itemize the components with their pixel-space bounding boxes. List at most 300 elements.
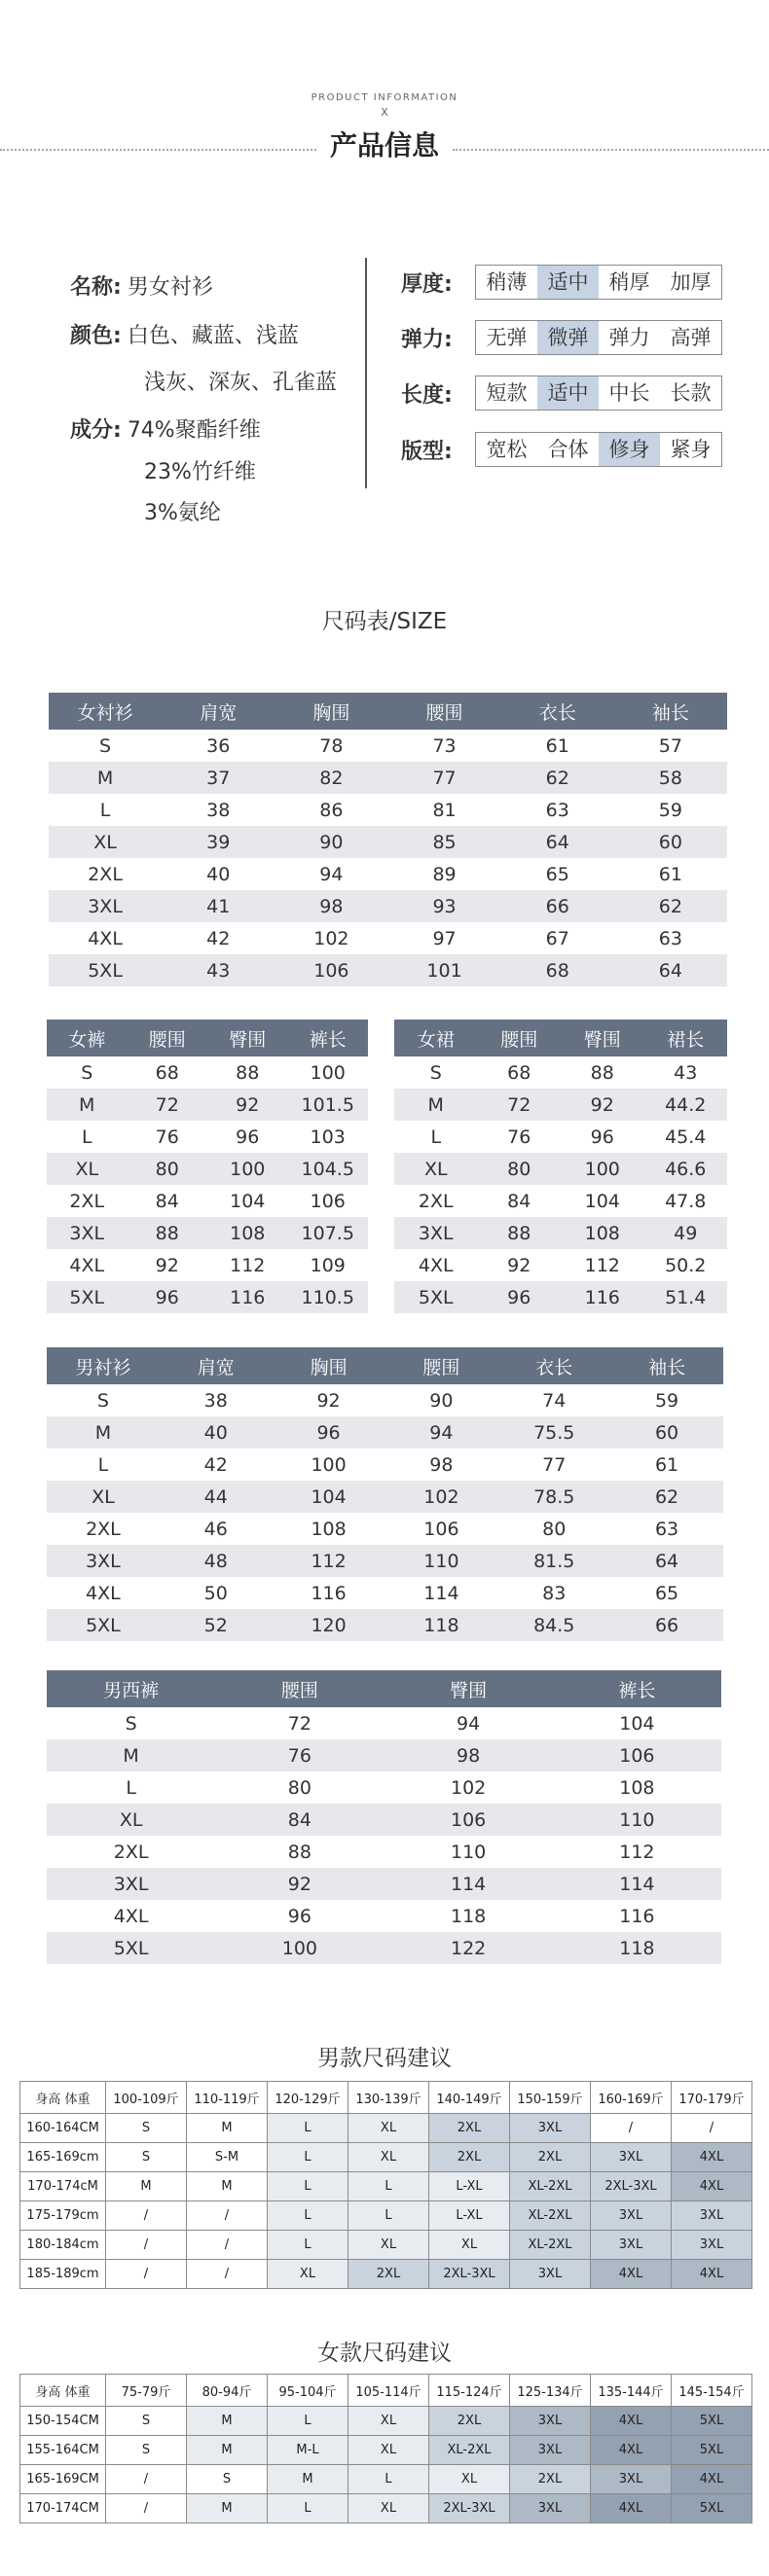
column-header: 衣长	[497, 1347, 610, 1384]
attribute-option-selected: 适中	[537, 376, 599, 410]
table-cell: 116	[207, 1281, 288, 1313]
table-cell: L	[99, 799, 111, 821]
table-cell: 101.5	[288, 1089, 369, 1121]
attribute-option: 中长	[599, 376, 660, 410]
table-cell: 112	[584, 1254, 620, 1276]
table-row	[394, 1249, 727, 1281]
rec-weight-header: 95-104斤	[268, 2375, 348, 2407]
table-cell: 40	[206, 863, 231, 885]
women-rec-table	[19, 2374, 752, 2523]
rec-size-cell: L	[268, 2143, 348, 2172]
table-row	[394, 1056, 727, 1089]
table-cell: 37	[162, 762, 275, 794]
rec-size-cell: 2XL	[510, 2465, 591, 2494]
rec-weight-header: 145-154斤	[672, 2375, 752, 2407]
rec-size-cell: /	[106, 2260, 187, 2289]
table-cell: 65	[545, 863, 569, 885]
table-row	[47, 1217, 368, 1249]
table-cell: 116	[619, 1905, 655, 1927]
table-row	[47, 1609, 723, 1641]
table-cell: 108	[561, 1217, 644, 1249]
rec-row	[20, 2172, 752, 2201]
table-cell: 60	[610, 1416, 723, 1449]
table-cell: 49	[644, 1217, 728, 1249]
info-divider	[365, 258, 367, 488]
table-cell: 83	[542, 1582, 567, 1604]
table-row	[47, 1121, 368, 1153]
rec-height-label: 165-169CM	[20, 2465, 106, 2494]
rec-weight-header: 115-124斤	[429, 2375, 510, 2407]
attribute-option: 宽松	[476, 433, 537, 466]
table-cell: 68	[501, 954, 614, 986]
rec-size-cell: M	[268, 2465, 348, 2494]
table-cell: 88	[478, 1217, 562, 1249]
table-cell: 63	[545, 799, 569, 821]
table-cell: 104.5	[288, 1153, 369, 1185]
rec-size-cell: XL-2XL	[429, 2436, 510, 2465]
rec-size-cell: M	[106, 2172, 187, 2201]
table-cell: 103	[310, 1126, 346, 1148]
table-cell: S	[99, 734, 112, 757]
table-cell: 112	[619, 1841, 655, 1863]
table-cell: 76	[155, 1126, 179, 1148]
table-row	[47, 1449, 723, 1481]
attribute-row	[401, 265, 722, 300]
table-cell: 3XL	[47, 1545, 160, 1577]
table-cell: 73	[432, 734, 457, 757]
table-cell: 110	[450, 1841, 487, 1863]
attribute-options	[475, 320, 722, 355]
table-cell: 59	[654, 1389, 679, 1412]
table-cell: S	[81, 1061, 93, 1084]
rec-size-cell: 3XL	[591, 2231, 672, 2260]
table-cell: 108	[311, 1518, 347, 1540]
table-row	[49, 762, 727, 794]
table-cell: 64	[501, 826, 614, 858]
column-header: 衣长	[501, 693, 614, 730]
attribute-label: 版型:	[401, 439, 453, 464]
rec-weight-header: 170-179斤	[672, 2082, 752, 2114]
rec-weight-header: 125-134斤	[510, 2375, 591, 2407]
rec-size-cell: 4XL	[672, 2172, 752, 2201]
rec-row	[20, 2494, 752, 2523]
attribute-option: 高弹	[660, 321, 721, 354]
table-row	[47, 1545, 723, 1577]
women-shirt-table	[49, 693, 727, 986]
rec-size-cell: 4XL	[591, 2494, 672, 2523]
rec-weight-header: 135-144斤	[591, 2375, 672, 2407]
table-cell: 98	[384, 1739, 553, 1771]
column-header: 臀围	[207, 1020, 288, 1056]
table-cell: 40	[160, 1416, 273, 1449]
table-cell: 74	[542, 1389, 567, 1412]
rec-size-cell: 4XL	[672, 2465, 752, 2494]
table-cell: 64	[614, 954, 727, 986]
rec-size-cell: 4XL	[591, 2260, 672, 2289]
women-pants-table	[47, 1020, 368, 1313]
column-header: 裤长	[553, 1670, 721, 1707]
rec-size-cell: S-M	[187, 2143, 268, 2172]
table-cell: 66	[610, 1609, 723, 1641]
table-cell: 57	[658, 734, 682, 757]
table-cell: 116	[311, 1582, 347, 1604]
table-cell: XL	[47, 1153, 128, 1185]
attribute-option: 短款	[476, 376, 537, 410]
rec-size-cell: XL	[348, 2143, 429, 2172]
rec-size-cell: 3XL	[510, 2260, 591, 2289]
rec-size-cell: XL	[268, 2260, 348, 2289]
rec-weight-header: 75-79斤	[106, 2375, 187, 2407]
table-row	[47, 1416, 723, 1449]
rec-weight-header: 105-114斤	[348, 2375, 429, 2407]
table-cell: 47.8	[665, 1190, 707, 1212]
rec-height-label: 175-179cm	[20, 2201, 106, 2231]
men-rec-title: 男款尺码建议	[317, 2046, 452, 2071]
info-name-row: 名称: 男女衬衫	[70, 275, 213, 300]
rec-row	[20, 2465, 752, 2494]
table-cell: 106	[423, 1518, 459, 1540]
column-header: 肩宽	[160, 1347, 273, 1384]
attribute-option: 紧身	[660, 433, 721, 466]
rec-size-cell: 2XL-3XL	[429, 2260, 510, 2289]
table-cell: 114	[384, 1868, 553, 1900]
table-cell: 41	[162, 890, 275, 922]
rec-row	[20, 2407, 752, 2436]
attribute-options	[475, 265, 722, 300]
rec-size-cell: XL	[429, 2465, 510, 2494]
column-header: 腰围	[215, 1670, 384, 1707]
table-cell: 100	[215, 1932, 384, 1964]
table-cell: 84.5	[497, 1609, 610, 1641]
table-cell: L	[126, 1776, 136, 1799]
rec-weight-header: 110-119斤	[187, 2082, 268, 2114]
rec-header-row	[20, 2375, 752, 2407]
table-cell: 5XL	[47, 1609, 160, 1641]
rec-size-cell: 2XL-3XL	[429, 2494, 510, 2523]
table-cell: 43	[162, 954, 275, 986]
women-rec-title: 女款尺码建议	[317, 2341, 452, 2366]
table-cell: 84	[215, 1804, 384, 1836]
table-cell: 88	[128, 1217, 208, 1249]
table-cell: 61	[545, 734, 569, 757]
attribute-row	[401, 432, 722, 467]
rec-size-cell: XL	[348, 2436, 429, 2465]
table-cell: 75.5	[497, 1416, 610, 1449]
table-cell: M	[47, 1416, 160, 1449]
table-row	[394, 1153, 727, 1185]
attribute-option: 稍厚	[599, 266, 660, 299]
table-cell: 96	[478, 1281, 562, 1313]
table-cell: 98	[429, 1453, 454, 1476]
table-cell: 88	[590, 1061, 614, 1084]
rec-size-cell: 3XL	[510, 2407, 591, 2436]
table-cell: 88	[287, 1841, 311, 1863]
table-row	[49, 922, 727, 954]
table-cell: 118	[553, 1932, 721, 1964]
column-header: 胸围	[275, 693, 387, 730]
table-cell: 2XL	[69, 1190, 105, 1212]
table-cell: 42	[203, 1453, 228, 1476]
table-cell: 38	[203, 1389, 228, 1412]
table-cell: 4XL	[86, 1582, 121, 1604]
rec-size-cell: 2XL	[510, 2143, 591, 2172]
table-row	[394, 1089, 727, 1121]
table-cell: 58	[614, 762, 727, 794]
rec-size-cell: 5XL	[672, 2494, 752, 2523]
table-cell: 50.2	[665, 1254, 707, 1276]
rec-weight-header: 80-94斤	[187, 2375, 268, 2407]
rec-size-cell: /	[106, 2494, 187, 2523]
table-cell: 45.4	[665, 1126, 707, 1148]
table-cell: 90	[429, 1389, 454, 1412]
table-cell: 97	[432, 927, 457, 949]
table-cell: 44.2	[644, 1089, 728, 1121]
table-cell: L	[430, 1126, 442, 1148]
table-cell: 80	[287, 1776, 311, 1799]
rec-size-cell: 5XL	[672, 2436, 752, 2465]
rec-size-cell: L	[268, 2231, 348, 2260]
rec-size-cell: L	[348, 2201, 429, 2231]
table-cell: 78	[319, 734, 344, 757]
table-row	[47, 1707, 721, 1739]
table-row	[394, 1217, 727, 1249]
table-row	[47, 1384, 723, 1416]
table-row	[47, 1089, 368, 1121]
table-cell: 114	[423, 1582, 459, 1604]
rec-size-cell: XL	[348, 2494, 429, 2523]
rec-size-cell: 3XL	[510, 2114, 591, 2143]
rec-size-cell: L	[268, 2494, 348, 2523]
rec-size-cell: /	[106, 2231, 187, 2260]
column-header: 袖长	[614, 693, 727, 730]
rec-height-label: 180-184cm	[20, 2231, 106, 2260]
table-cell: 42	[206, 927, 231, 949]
table-cell: 106	[275, 954, 387, 986]
rec-size-cell: 2XL	[348, 2260, 429, 2289]
table-cell: 106	[310, 1190, 346, 1212]
table-cell: 2XL	[86, 1518, 121, 1540]
table-cell: 94	[457, 1712, 481, 1735]
table-cell: 107.5	[288, 1217, 369, 1249]
rec-size-cell: 5XL	[672, 2407, 752, 2436]
table-header-row	[47, 1020, 368, 1056]
table-cell: 100	[311, 1453, 347, 1476]
page-title: 产品信息	[0, 125, 769, 163]
table-cell: 76	[507, 1126, 531, 1148]
table-cell: 5XL	[394, 1281, 478, 1313]
rec-size-cell: /	[187, 2260, 268, 2289]
table-cell: 96	[273, 1416, 385, 1449]
table-cell: 84	[155, 1190, 179, 1212]
rec-header-row	[20, 2082, 752, 2114]
table-cell: 93	[387, 890, 500, 922]
table-cell: 96	[128, 1281, 208, 1313]
table-cell: 112	[273, 1545, 385, 1577]
column-header: 肩宽	[162, 693, 275, 730]
table-cell: XL	[47, 1804, 215, 1836]
rec-weight-header: 100-109斤	[106, 2082, 187, 2114]
attribute-option: 稍薄	[476, 266, 537, 299]
table-cell: 89	[432, 863, 457, 885]
table-cell: 92	[155, 1254, 179, 1276]
table-cell: 82	[275, 762, 387, 794]
rec-row	[20, 2114, 752, 2143]
rec-size-cell: S	[106, 2114, 187, 2143]
table-cell: 5XL	[47, 1281, 128, 1313]
table-cell: 102	[384, 1481, 497, 1513]
table-cell: 77	[542, 1453, 567, 1476]
table-cell: L	[97, 1453, 109, 1476]
column-header: 腰围	[128, 1020, 208, 1056]
table-cell: 63	[658, 927, 682, 949]
attribute-label: 厚度:	[401, 271, 453, 297]
table-cell: 60	[614, 826, 727, 858]
attribute-row	[401, 376, 722, 411]
table-cell: 104	[230, 1190, 266, 1212]
table-cell: 112	[230, 1254, 266, 1276]
size-title: 尺码表/SIZE	[321, 609, 448, 634]
table-cell: 2XL	[113, 1841, 149, 1863]
table-cell: 92	[207, 1089, 288, 1121]
table-cell: 3XL	[49, 890, 162, 922]
table-cell: 102	[450, 1776, 487, 1799]
table-row	[47, 1153, 368, 1185]
rec-size-cell: 3XL	[672, 2231, 752, 2260]
column-header: 裤长	[288, 1020, 369, 1056]
rec-size-cell: 3XL	[672, 2201, 752, 2231]
rec-size-cell: XL-2XL	[510, 2172, 591, 2201]
rec-size-cell: 3XL	[591, 2465, 672, 2494]
column-header: 男衬衫	[47, 1347, 160, 1384]
table-cell: 101	[387, 954, 500, 986]
rec-weight-header: 160-169斤	[591, 2082, 672, 2114]
table-cell: 86	[319, 799, 344, 821]
table-cell: M	[49, 762, 162, 794]
table-cell: M	[394, 1089, 478, 1121]
column-header: 胸围	[273, 1347, 385, 1384]
rec-size-cell: 3XL	[591, 2201, 672, 2231]
table-cell: 104	[584, 1190, 620, 1212]
rec-height-label: 155-164CM	[20, 2436, 106, 2465]
rec-height-label: 185-189cm	[20, 2260, 106, 2289]
table-cell: 84	[507, 1190, 531, 1212]
rec-size-cell: XL	[348, 2231, 429, 2260]
table-cell: 110	[384, 1545, 497, 1577]
rec-row	[20, 2260, 752, 2289]
table-cell: 59	[658, 799, 682, 821]
column-header: 臀围	[561, 1020, 644, 1056]
table-cell: 94	[384, 1416, 497, 1449]
rec-corner-label: 身高 体重	[20, 2375, 106, 2407]
rec-size-cell: 3XL	[510, 2494, 591, 2523]
table-cell: 5XL	[47, 1932, 215, 1964]
column-header: 女衬衫	[49, 693, 162, 730]
rec-size-cell: L-XL	[429, 2172, 510, 2201]
table-row	[47, 1900, 721, 1932]
rec-size-cell: 4XL	[591, 2407, 672, 2436]
attribute-option: 加厚	[660, 266, 721, 299]
table-cell: 46	[203, 1518, 228, 1540]
table-cell: 110.5	[288, 1281, 369, 1313]
table-cell: XL	[47, 1481, 160, 1513]
info-color-row-2: 浅灰、深灰、孔雀蓝	[144, 371, 338, 395]
column-header: 袖长	[610, 1347, 723, 1384]
table-row	[47, 1739, 721, 1771]
table-cell: 96	[287, 1905, 311, 1927]
column-header: 女裤	[47, 1020, 128, 1056]
table-row	[49, 858, 727, 890]
rec-height-label: 165-169cm	[20, 2143, 106, 2172]
attribute-option: 弹力	[599, 321, 660, 354]
table-cell: 62	[614, 890, 727, 922]
table-cell: XL	[49, 826, 162, 858]
rec-size-cell: /	[672, 2114, 752, 2143]
table-cell: 92	[561, 1089, 644, 1121]
table-row	[47, 1513, 723, 1545]
rec-height-label: 170-174CM	[20, 2494, 106, 2523]
info-material-row: 成分: 74%聚酯纤维	[70, 418, 261, 443]
rec-size-cell: /	[187, 2231, 268, 2260]
table-cell: 3XL	[47, 1217, 128, 1249]
rec-height-label: 160-164CM	[20, 2114, 106, 2143]
rec-size-cell: S	[187, 2465, 268, 2494]
rec-size-cell: S	[106, 2407, 187, 2436]
column-header: 女裙	[394, 1020, 478, 1056]
table-cell: 52	[160, 1609, 273, 1641]
table-cell: 72	[287, 1712, 311, 1735]
rec-size-cell: S	[106, 2436, 187, 2465]
table-cell: 72	[478, 1089, 562, 1121]
info-color-row: 颜色: 白色、藏蓝、浅蓝	[70, 324, 299, 348]
table-cell: 92	[316, 1389, 341, 1412]
rec-size-cell: S	[106, 2143, 187, 2172]
table-cell: 61	[654, 1453, 679, 1476]
table-cell: 51.4	[644, 1281, 728, 1313]
table-cell: 96	[590, 1126, 614, 1148]
table-cell: 68	[507, 1061, 531, 1084]
rec-size-cell: XL	[348, 2407, 429, 2436]
table-cell: 61	[658, 863, 682, 885]
rec-row	[20, 2201, 752, 2231]
rec-size-cell: L	[268, 2201, 348, 2231]
rec-size-cell: XL	[429, 2231, 510, 2260]
attribute-options	[475, 432, 722, 467]
table-cell: 106	[384, 1804, 553, 1836]
table-row	[49, 954, 727, 986]
table-row	[47, 1868, 721, 1900]
table-cell: 44	[160, 1481, 273, 1513]
attribute-option-selected: 微弹	[537, 321, 599, 354]
rec-size-cell: M	[187, 2494, 268, 2523]
table-cell: 118	[450, 1905, 487, 1927]
table-cell: 67	[545, 927, 569, 949]
table-cell: 81.5	[497, 1545, 610, 1577]
table-header-row	[47, 1347, 723, 1384]
table-cell: 92	[215, 1868, 384, 1900]
table-cell: 4XL	[113, 1905, 149, 1927]
table-cell: 2XL	[418, 1190, 454, 1212]
attribute-label: 长度:	[401, 382, 453, 408]
table-cell: 100	[207, 1153, 288, 1185]
table-cell: 104	[273, 1481, 385, 1513]
table-cell: 3XL	[47, 1868, 215, 1900]
table-cell: 96	[236, 1126, 260, 1148]
table-cell: 78.5	[497, 1481, 610, 1513]
men-shirt-table	[47, 1347, 723, 1641]
table-cell: S	[125, 1712, 137, 1735]
rec-corner-label: 身高 体重	[20, 2082, 106, 2114]
table-cell: 63	[654, 1518, 679, 1540]
